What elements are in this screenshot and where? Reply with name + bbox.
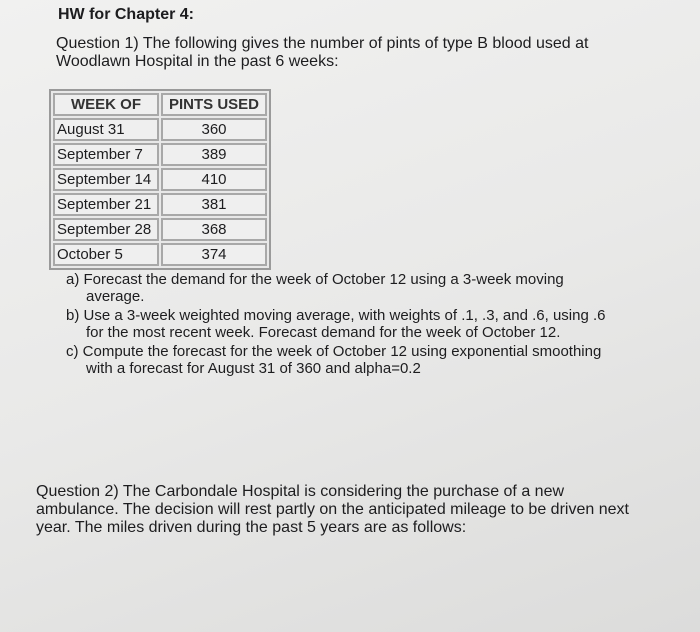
week-cell: October 5 xyxy=(53,243,159,266)
header-pints-used: PINTS USED xyxy=(161,93,267,116)
pints-cell: 368 xyxy=(161,218,267,241)
table-row xyxy=(53,168,267,191)
page-title: HW for Chapter 4: xyxy=(58,6,194,23)
week-cell: September 28 xyxy=(53,218,159,241)
part-text: Compute the forecast for the week of October 12 using exponential smoothing with a forecast for August 31 of 360 and alpha=0.2 xyxy=(82,343,602,377)
part-text: Use a 3-week weighted moving average, with weights of .1, .3, and .6, using .6 for the most recent week. Forecast demand for the week of October 12. xyxy=(83,307,606,341)
week-cell: September 7 xyxy=(53,143,159,166)
question-1-intro: Question 1) The following gives the number of pints of type B blood used at Woodlawn Hospital in the past 6 weeks: xyxy=(56,35,589,70)
question-part xyxy=(66,307,606,341)
table-row xyxy=(53,218,267,241)
table-row xyxy=(53,143,267,166)
part-text: Forecast the demand for the week of October 12 using a 3-week moving average. xyxy=(83,271,564,305)
week-cell: September 21 xyxy=(53,193,159,216)
header-week-of: WEEK OF xyxy=(53,93,159,116)
pints-cell: 360 xyxy=(161,118,267,141)
question-2-intro: Question 2) The Carbondale Hospital is considering the purchase of a new ambulance. The decision will rest partly on the anticipated mileage to be driven next year. The miles driven during the past 5 years are as follows: xyxy=(36,483,629,536)
part-label: c) xyxy=(66,343,79,360)
table-row xyxy=(53,243,267,266)
blood-usage-table xyxy=(49,89,271,270)
pints-cell: 410 xyxy=(161,168,267,191)
question-part xyxy=(66,271,606,305)
pints-cell: 381 xyxy=(161,193,267,216)
week-cell: September 14 xyxy=(53,168,159,191)
part-label: b) xyxy=(66,307,80,324)
week-cell: August 31 xyxy=(53,118,159,141)
table-row xyxy=(53,193,267,216)
pints-cell: 374 xyxy=(161,243,267,266)
part-label: a) xyxy=(66,271,80,288)
question-1-parts xyxy=(66,271,606,379)
question-part xyxy=(66,343,606,377)
pints-cell: 389 xyxy=(161,143,267,166)
table-row xyxy=(53,118,267,141)
